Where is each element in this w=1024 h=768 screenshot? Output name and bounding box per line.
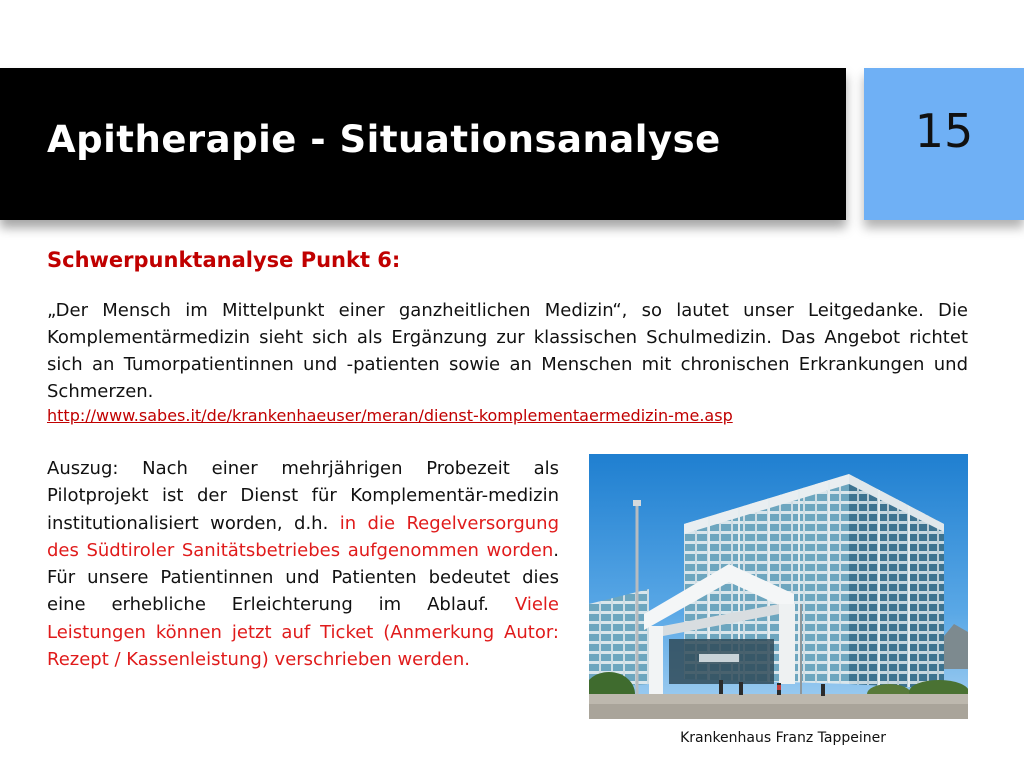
photo-caption: Krankenhaus Franz Tappeiner — [680, 730, 886, 746]
excerpt-highlight-2: Viele Leistungen können jetzt auf Ticket (Anmerkung Autor: Rezept / Kassenleistung) verschrieben werden. — [47, 594, 559, 671]
slide-title: Apitherapie - Situationsanalyse — [47, 118, 721, 161]
page-number: 15 — [914, 104, 974, 158]
excerpt-highlight-1: in die Regelversorgung des Südtiroler Sanitätsbetriebes aufgenommen worden — [47, 512, 560, 561]
excerpt-text-1: Auszug: Nach einer mehrjährigen Probezeit als Pilotprojekt ist der Dienst für Komplementär-medizin institutionalisiert worden, d.h. — [47, 458, 559, 534]
excerpt-paragraph — [47, 455, 559, 673]
source-link[interactable]: http://www.sabes.it/de/krankenhaeuser/meran/dienst-komplementaermedizin-me.asp — [47, 406, 733, 425]
hospital-photo — [589, 454, 968, 719]
page-number-box — [864, 68, 1024, 220]
quote-paragraph: „Der Mensch im Mittelpunkt einer ganzheitlichen Medizin“, so lautet unser Leitgedanke. Die Komplementärmedizin sieht sich als Ergänzung zur klassischen Schulmedizin. Das Angebot richtet sich an Tumorpatientinnen und -patienten sowie an Menschen mit chronischen Erkrankungen und Schmerzen. — [47, 300, 968, 402]
excerpt-text-2: . Für unsere Patientinnen und Patienten bedeutet dies eine erhebliche Erleichterung im Ablauf. — [47, 539, 559, 616]
section-subheading: Schwerpunktanalyse Punkt 6: — [47, 248, 401, 272]
